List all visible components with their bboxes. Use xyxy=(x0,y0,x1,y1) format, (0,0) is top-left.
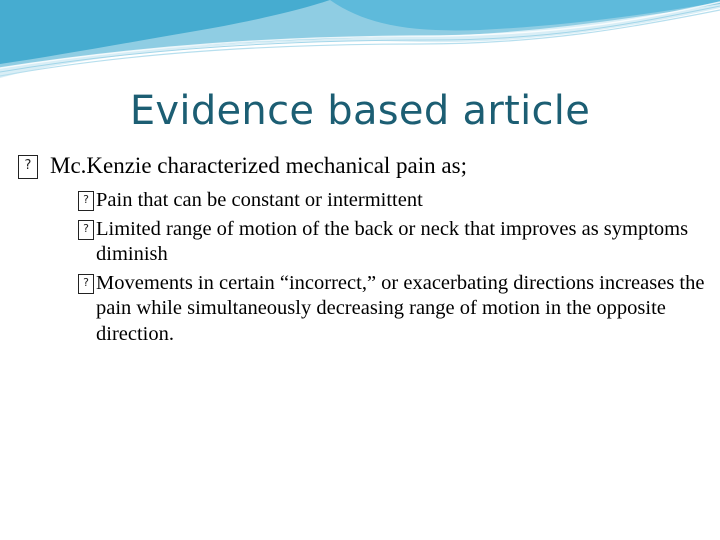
main-bullet-point xyxy=(18,152,708,180)
sub-bullet-point xyxy=(18,217,708,267)
missing-glyph-box-icon xyxy=(18,155,38,179)
main-bullet-text: Mc.Kenzie characterized mechanical pain as; xyxy=(50,153,467,178)
missing-glyph-box-icon xyxy=(78,220,94,240)
sub-bullet-point xyxy=(18,271,708,347)
missing-glyph-box-icon xyxy=(78,274,94,294)
header-wave-decoration xyxy=(0,0,720,90)
sub-bullet-text: Limited range of motion of the back or neck that improves as symptoms diminish xyxy=(96,217,689,265)
sub-bullet-text: Movements in certain “incorrect,” or exacerbating directions increases the pain while simultaneously decreasing range of motion in the opposite direction. xyxy=(96,272,705,345)
sub-bullet-point xyxy=(18,188,708,213)
slide-body xyxy=(18,152,708,351)
slide-title: Evidence based article xyxy=(129,88,591,134)
sub-bullet-text: Pain that can be constant or intermittent xyxy=(96,188,423,211)
missing-glyph-box-icon xyxy=(78,191,94,211)
